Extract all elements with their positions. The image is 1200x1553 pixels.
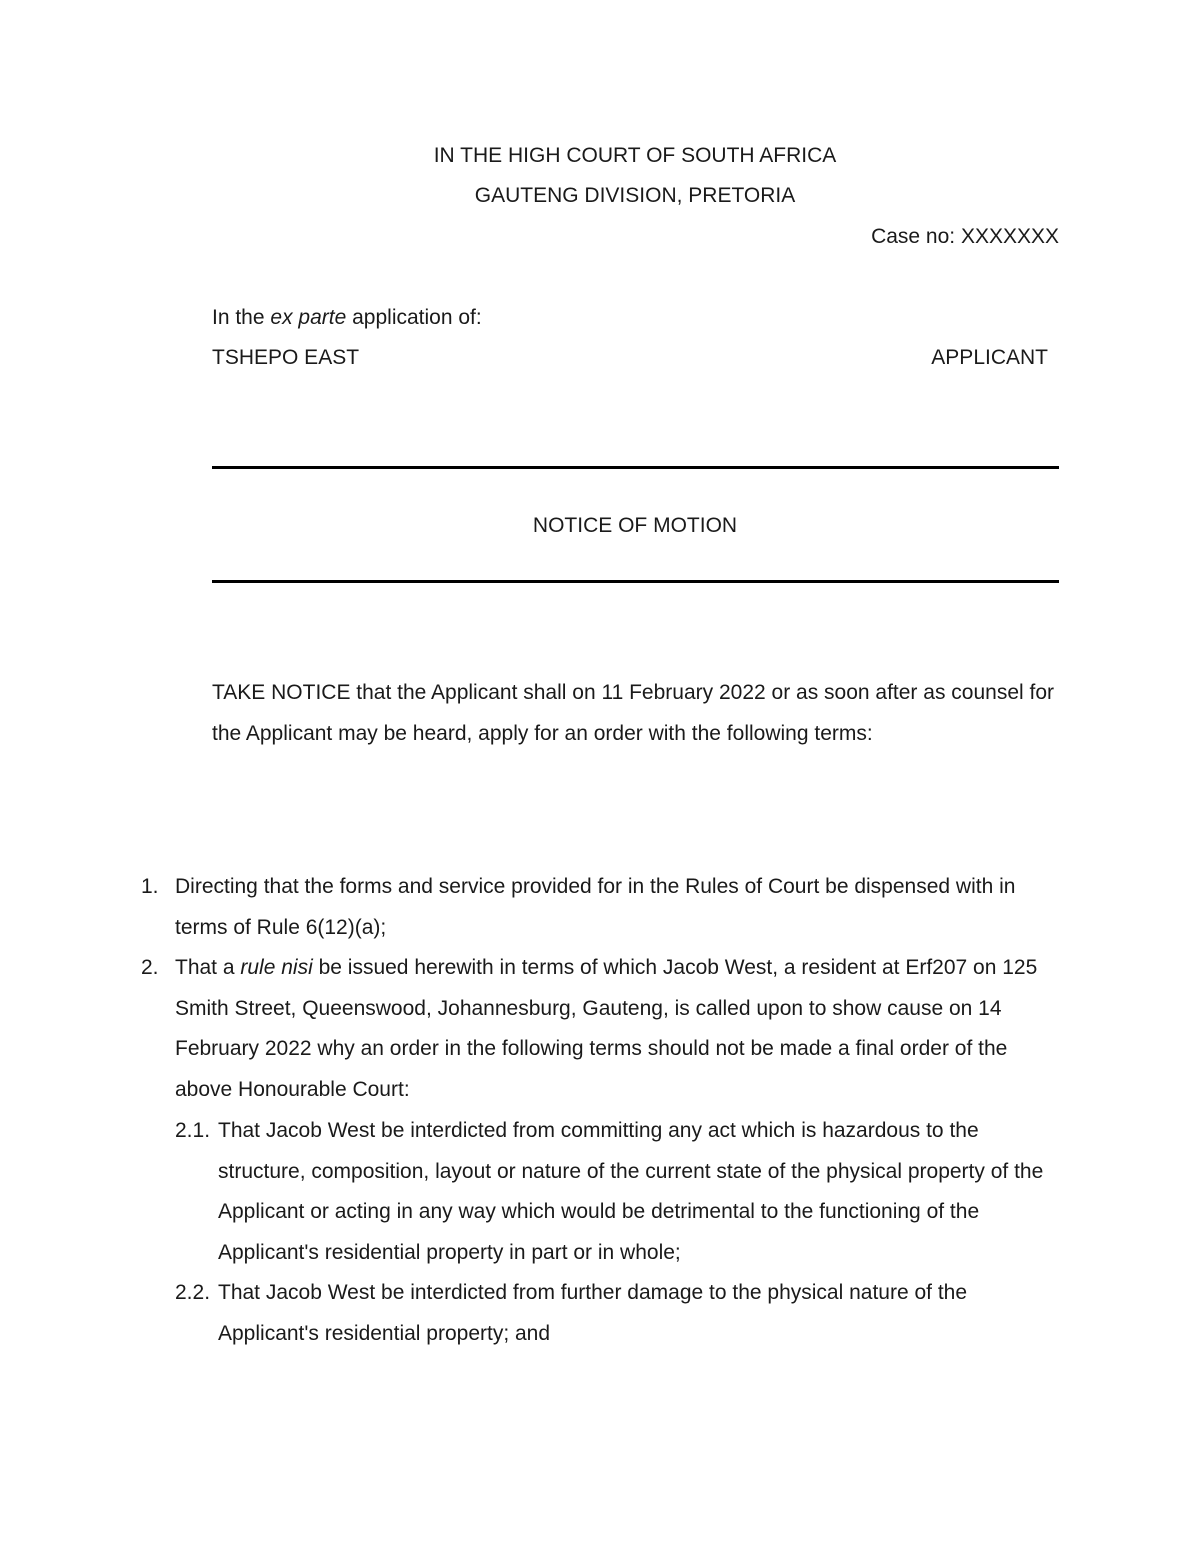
order-2-text [175,948,1050,1111]
title-rule-top [212,466,1059,469]
order-2-1-number: 2.1. [175,1119,211,1142]
case-number: Case no: XXXXXXX [871,225,1059,248]
parties-intro [212,298,482,338]
order-2-2-number: 2.2. [175,1281,211,1304]
parties-intro-prefix: In the [212,306,271,329]
parties-intro-suffix: application of: [346,306,482,329]
order-2-number: 2. [141,956,159,979]
applicant-name: TSHEPO EAST [212,346,360,369]
notice-paragraph: TAKE NOTICE that the Applicant shall on 11 February 2022 or as soon after as counsel for the Applicant may be heard, apply for an order with the following terms: [212,681,1054,745]
order-2-text-italic: rule nisi [240,956,313,979]
order-2-1-text: That Jacob West be interdicted from committing any act which is hazardous to the structure, composition, layout or nature of the current state of the physical property of the Applicant or acting in any way which would be detrimental to the functioning of the Applicant's residential property in part or in whole; [218,1119,1044,1265]
order-1-number: 1. [141,875,159,898]
order-1-text: Directing that the forms and service provided for in the Rules of Court be dispensed with in terms of Rule 6(12)(a); [175,875,1016,939]
court-heading: IN THE HIGH COURT OF SOUTH AFRICA [433,144,837,167]
order-2-text-suffix: be issued herewith in terms of which Jacob West, a resident at Erf207 on 125 Smith Street, Queenswood, Johannesburg, Gauteng, is called upon to show cause on 14 February 2022 why an order in the following terms should not be made a final order of the above Honourable Court: [175,956,1038,1102]
applicant-role: APPLICANT [931,346,1048,369]
division-heading: GAUTENG DIVISION, PRETORIA [474,184,796,207]
document-title: NOTICE OF MOTION [532,514,738,537]
order-2-2-text: That Jacob West be interdicted from further damage to the physical nature of the Applicant's residential property; and [218,1281,968,1345]
title-rule-bottom [212,580,1059,583]
order-2-text-prefix: That a [175,956,241,979]
parties-intro-italic: ex parte [270,306,347,329]
